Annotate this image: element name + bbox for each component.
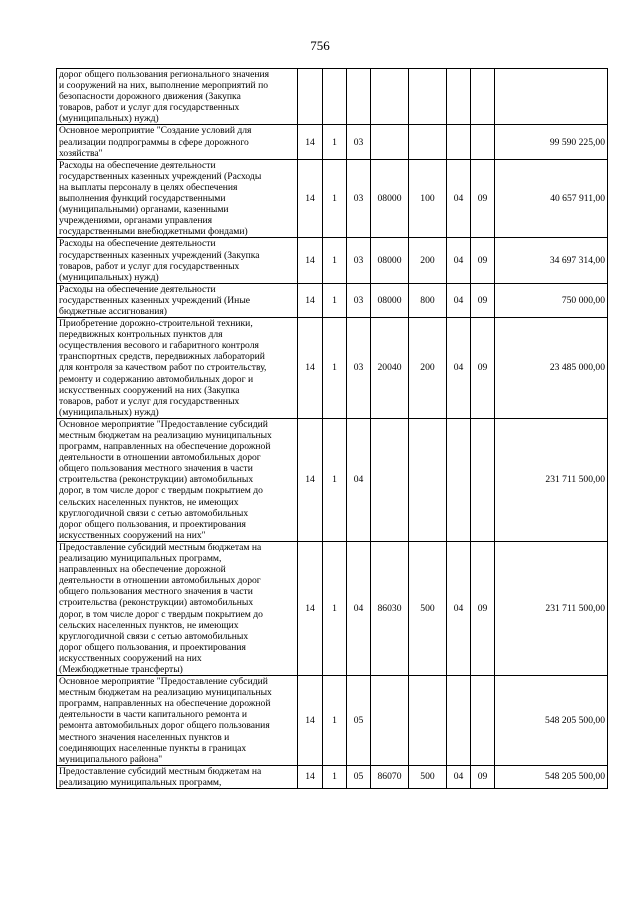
description-line: деятельности в отношении автомобильных дорог bbox=[59, 575, 261, 587]
description-line: соединяющих населенные пункты в границах bbox=[59, 742, 247, 754]
description-line: строительства (реконструкции) автомобильных bbox=[59, 597, 254, 609]
code-col-7: 09 bbox=[471, 318, 495, 419]
code-col-2: 1 bbox=[323, 676, 347, 766]
description-line: местного значения населенных пунктов и bbox=[59, 731, 230, 743]
code-col-6 bbox=[447, 418, 471, 541]
code-col-5: 500 bbox=[409, 765, 447, 788]
description-line: государственными внебюджетными фондами) bbox=[59, 226, 248, 238]
code-col-4: 86030 bbox=[371, 541, 409, 675]
description-line: реализацию муниципальных программ, bbox=[59, 553, 222, 565]
description-line: реализацию муниципальных программ, bbox=[59, 776, 222, 788]
row-amount: 231 711 500,00 bbox=[495, 541, 608, 675]
code-col-4: 08000 bbox=[371, 159, 409, 238]
code-col-5 bbox=[409, 418, 447, 541]
description-line: Предоставление субсидий местным бюджетам на bbox=[59, 765, 262, 777]
code-col-5: 800 bbox=[409, 283, 447, 317]
table-row bbox=[57, 418, 608, 541]
description-line: общего пользования местного значения в части bbox=[59, 586, 253, 598]
table-row bbox=[57, 765, 608, 788]
code-col-3: 04 bbox=[347, 418, 371, 541]
description-line: Основное мероприятие "Предоставление субсидий bbox=[59, 676, 268, 688]
code-col-7: 09 bbox=[471, 765, 495, 788]
table-row bbox=[57, 283, 608, 317]
row-description bbox=[57, 69, 298, 125]
code-col-4 bbox=[371, 69, 409, 125]
code-col-5 bbox=[409, 125, 447, 159]
description-line: государственных казенных учреждений (Закупка bbox=[59, 249, 260, 261]
code-col-4: 86070 bbox=[371, 765, 409, 788]
code-col-7 bbox=[471, 125, 495, 159]
code-col-1: 14 bbox=[298, 418, 323, 541]
code-col-7: 09 bbox=[471, 283, 495, 317]
code-col-7: 09 bbox=[471, 541, 495, 675]
description-line: транспортных средств, передвижных лабораторий bbox=[59, 351, 265, 363]
code-col-3: 03 bbox=[347, 125, 371, 159]
description-line: Расходы на обеспечение деятельности bbox=[59, 238, 216, 250]
code-col-3: 03 bbox=[347, 159, 371, 238]
code-col-5: 500 bbox=[409, 541, 447, 675]
code-col-6 bbox=[447, 125, 471, 159]
description-line: Основное мероприятие "Создание условий для bbox=[59, 125, 252, 137]
description-line: Расходы на обеспечение деятельности bbox=[59, 283, 216, 295]
table-row bbox=[57, 125, 608, 159]
code-col-1 bbox=[298, 69, 323, 125]
description-line: ремонту и содержанию автомобильных дорог и bbox=[59, 373, 254, 385]
code-col-6: 04 bbox=[447, 159, 471, 238]
code-col-7: 09 bbox=[471, 238, 495, 283]
description-line: деятельности в отношении автомобильных дорог bbox=[59, 452, 261, 464]
description-line: Предоставление субсидий местным бюджетам на bbox=[59, 541, 262, 553]
description-line: сельских населенных пунктов, не имеющих bbox=[59, 496, 239, 508]
code-col-4 bbox=[371, 676, 409, 766]
code-col-5: 200 bbox=[409, 318, 447, 419]
row-amount: 99 590 225,00 bbox=[495, 125, 608, 159]
description-line: реализации подпрограммы в сфере дорожного bbox=[59, 136, 249, 148]
description-line: искусственных сооружений на них" bbox=[59, 529, 206, 541]
code-col-4: 20040 bbox=[371, 318, 409, 419]
description-line: общего пользования местного значения в части bbox=[59, 463, 253, 475]
row-amount: 548 205 500,00 bbox=[495, 676, 608, 766]
code-col-6: 04 bbox=[447, 765, 471, 788]
row-amount: 40 657 911,00 bbox=[495, 159, 608, 238]
code-col-7: 09 bbox=[471, 159, 495, 238]
code-col-2: 1 bbox=[323, 318, 347, 419]
code-col-1: 14 bbox=[298, 676, 323, 766]
description-line: передвижных контрольных пунктов для bbox=[59, 329, 223, 341]
description-line: дорог общего пользования, и проектирования bbox=[59, 641, 246, 653]
code-col-5 bbox=[409, 676, 447, 766]
description-line: искусственных сооружений на них bbox=[59, 652, 202, 664]
description-line: государственных казенных учреждений (Расходы bbox=[59, 170, 262, 182]
description-line: на выплаты персоналу в целях обеспечения bbox=[59, 181, 238, 193]
table-row bbox=[57, 159, 608, 238]
code-col-6: 04 bbox=[447, 283, 471, 317]
row-amount: 231 711 500,00 bbox=[495, 418, 608, 541]
row-amount: 23 485 000,00 bbox=[495, 318, 608, 419]
table-row bbox=[57, 69, 608, 125]
code-col-2: 1 bbox=[323, 125, 347, 159]
code-col-2: 1 bbox=[323, 283, 347, 317]
description-line: товаров, работ и услуг для государственных bbox=[59, 102, 240, 114]
code-col-1: 14 bbox=[298, 159, 323, 238]
description-line: искусственных сооружений на них (Закупка bbox=[59, 384, 240, 396]
description-line: государственных казенных учреждений (Иные bbox=[59, 294, 251, 306]
code-col-5 bbox=[409, 69, 447, 125]
row-amount bbox=[495, 69, 608, 125]
description-line: (муниципальных) нужд) bbox=[59, 406, 159, 418]
code-col-3: 03 bbox=[347, 238, 371, 283]
description-line: направленных на обеспечение дорожной bbox=[59, 564, 226, 576]
description-line: местным бюджетам на реализацию муниципальных bbox=[59, 687, 272, 699]
description-line: безопасности дорожного движения (Закупка bbox=[59, 91, 241, 103]
description-line: (муниципальных) нужд) bbox=[59, 271, 159, 283]
code-col-4: 08000 bbox=[371, 238, 409, 283]
table-row bbox=[57, 541, 608, 675]
description-line: сельских населенных пунктов, не имеющих bbox=[59, 619, 239, 631]
code-col-7 bbox=[471, 418, 495, 541]
description-line: хозяйства" bbox=[59, 147, 103, 159]
description-line: бюджетные ассигнования) bbox=[59, 305, 167, 317]
code-col-1: 14 bbox=[298, 541, 323, 675]
code-col-2 bbox=[323, 69, 347, 125]
description-line: деятельности в части капитального ремонта и bbox=[59, 709, 248, 721]
row-amount: 548 205 500,00 bbox=[495, 765, 608, 788]
row-description bbox=[57, 318, 298, 419]
description-line: дорог, в том числе дорог с твердым покрытием до bbox=[59, 485, 263, 497]
description-line: (Межбюджетные трансферты) bbox=[59, 663, 183, 675]
description-line: Приобретение дорожно-строительной техники, bbox=[59, 318, 253, 330]
budget-table bbox=[56, 68, 608, 789]
code-col-1: 14 bbox=[298, 125, 323, 159]
row-description bbox=[57, 418, 298, 541]
code-col-1: 14 bbox=[298, 283, 323, 317]
code-col-2: 1 bbox=[323, 418, 347, 541]
code-col-6 bbox=[447, 676, 471, 766]
code-col-6: 04 bbox=[447, 541, 471, 675]
code-col-2: 1 bbox=[323, 541, 347, 675]
code-col-3: 04 bbox=[347, 541, 371, 675]
code-col-1: 14 bbox=[298, 318, 323, 419]
code-col-6 bbox=[447, 69, 471, 125]
table-row bbox=[57, 318, 608, 419]
description-line: дорог, в том числе дорог с твердым покрытием до bbox=[59, 608, 263, 620]
description-line: Расходы на обеспечение деятельности bbox=[59, 159, 216, 171]
row-description bbox=[57, 238, 298, 283]
description-line: программ, направленных на обеспечение дорожной bbox=[59, 698, 271, 710]
description-line: товаров, работ и услуг для государственных bbox=[59, 260, 240, 272]
code-col-5: 200 bbox=[409, 238, 447, 283]
description-line: выполнения функций государственными bbox=[59, 193, 226, 205]
description-line: строительства (реконструкции) автомобильных bbox=[59, 474, 254, 486]
description-line: круглогодичной связи с сетью автомобильных bbox=[59, 507, 249, 519]
table-row bbox=[57, 238, 608, 283]
code-col-1: 14 bbox=[298, 765, 323, 788]
description-line: программ, направленных на обеспечение дорожной bbox=[59, 441, 271, 453]
code-col-5: 100 bbox=[409, 159, 447, 238]
description-line: и сооружений на них, выполнение мероприятий по bbox=[59, 80, 269, 92]
description-line: ремонта автомобильных дорог общего пользования bbox=[59, 720, 270, 732]
description-line: круглогодичной связи с сетью автомобильных bbox=[59, 630, 249, 642]
code-col-6: 04 bbox=[447, 318, 471, 419]
description-line: Основное мероприятие "Предоставление субсидий bbox=[59, 418, 268, 430]
description-line: местным бюджетам на реализацию муниципальных bbox=[59, 430, 272, 441]
row-amount: 34 697 314,00 bbox=[495, 238, 608, 283]
row-description bbox=[57, 159, 298, 238]
row-description bbox=[57, 283, 298, 317]
code-col-4 bbox=[371, 125, 409, 159]
code-col-3 bbox=[347, 69, 371, 125]
page-number: 756 bbox=[310, 38, 330, 53]
code-col-6: 04 bbox=[447, 238, 471, 283]
row-description bbox=[57, 125, 298, 159]
description-line: (муниципальными) органами, казенными bbox=[59, 204, 229, 216]
code-col-2: 1 bbox=[323, 159, 347, 238]
description-line: учреждениями, органами управления bbox=[59, 215, 213, 227]
row-description bbox=[57, 676, 298, 766]
code-col-3: 03 bbox=[347, 283, 371, 317]
row-description bbox=[57, 765, 298, 788]
code-col-3: 05 bbox=[347, 676, 371, 766]
table-row bbox=[57, 676, 608, 766]
code-col-3: 05 bbox=[347, 765, 371, 788]
code-col-7 bbox=[471, 676, 495, 766]
description-line: дорог общего пользования, и проектирования bbox=[59, 518, 246, 530]
row-amount: 750 000,00 bbox=[495, 283, 608, 317]
row-description bbox=[57, 541, 298, 675]
description-line: для контроля за качеством работ по строительству, bbox=[59, 362, 267, 374]
description-line: дорог общего пользования регионального значения bbox=[59, 69, 270, 80]
description-line: осуществления весового и габаритного контроля bbox=[59, 340, 259, 352]
code-col-2: 1 bbox=[323, 765, 347, 788]
code-col-4: 08000 bbox=[371, 283, 409, 317]
description-line: товаров, работ и услуг для государственных bbox=[59, 395, 240, 407]
code-col-3: 03 bbox=[347, 318, 371, 419]
description-line: муниципального района" bbox=[59, 753, 163, 765]
code-col-1: 14 bbox=[298, 238, 323, 283]
description-line: (муниципальных) нужд) bbox=[59, 113, 159, 125]
code-col-7 bbox=[471, 69, 495, 125]
code-col-2: 1 bbox=[323, 238, 347, 283]
code-col-4 bbox=[371, 418, 409, 541]
